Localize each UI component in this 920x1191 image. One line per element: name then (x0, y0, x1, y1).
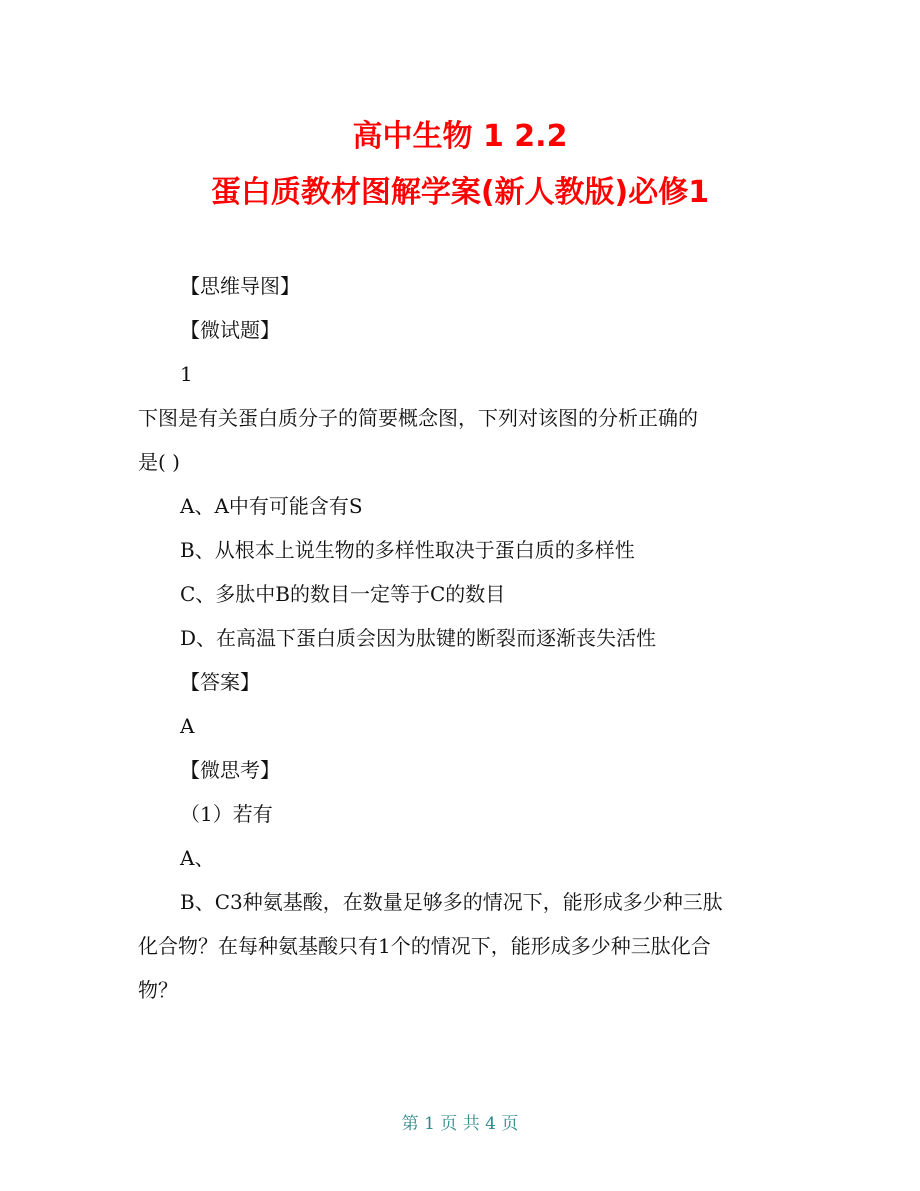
answer-value: A (180, 714, 195, 738)
option-d: D、在高温下蛋白质会因为肽键的断裂而逐渐丧失活性 (180, 626, 657, 650)
option-b: B、从根本上说生物的多样性取决于蛋白质的多样性 (180, 538, 635, 562)
page-footer: 第 1 页 共 4 页 (401, 1114, 519, 1134)
think-item-1-a: A、 (180, 846, 215, 870)
think-item-1-b-line3: 物？ (138, 978, 178, 1002)
section-heading-mind-map: 【思维导图】 (180, 274, 300, 298)
question-stem-line1: 下图是有关蛋白质分子的简要概念图，下列对该图的分析正确的 (138, 406, 698, 430)
option-a: A、A中有可能含有S (180, 494, 363, 518)
document-title-line2: 蛋白质教材图解学案(新人教版)必修1 (210, 175, 710, 210)
section-heading-micro-think: 【微思考】 (180, 758, 280, 782)
section-heading-answer: 【答案】 (180, 670, 260, 694)
section-heading-micro-test: 【微试题】 (180, 318, 280, 342)
think-item-1-b-line1: B、C3种氨基酸，在数量足够多的情况下，能形成多少种三肽 (180, 890, 723, 914)
option-c: C、多肽中B的数目一定等于C的数目 (180, 582, 506, 606)
think-item-1-b-line2: 化合物？在每种氨基酸只有1个的情况下，能形成多少种三肽化合 (138, 934, 711, 958)
question-number: 1 (180, 362, 193, 386)
think-item-1: （1）若有 (180, 802, 273, 826)
document-title-line1: 高中生物 1 2.2 (352, 119, 568, 154)
question-stem-line2: 是( ) (138, 450, 180, 474)
